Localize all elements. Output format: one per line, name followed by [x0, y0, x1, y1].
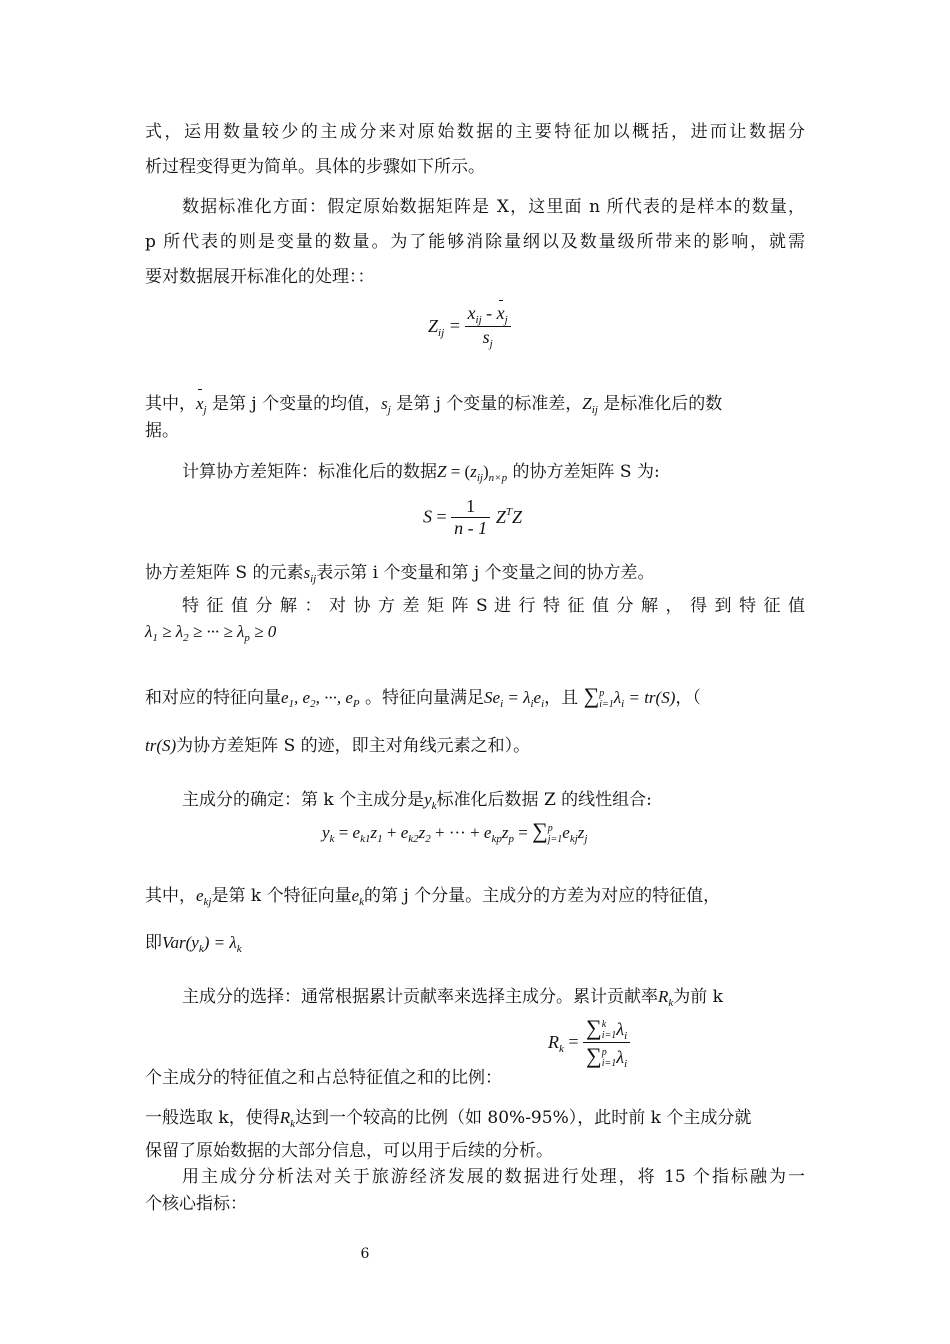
paragraph-line: p 所代表的则是变量的数量。为了能够消除量纲以及数量级所带来的影响，就需: [145, 232, 805, 252]
paragraph-line: 个主成分的特征值之和占总特征值之和的比例：: [145, 1068, 502, 1088]
paragraph-line: 主成分的选择：通常根据累计贡献率来选择主成分。累计贡献率$R_k$为前 k: [182, 987, 723, 1009]
paragraph-line: 其中，$x_j$ 是第 j 个变量的均值，$s_j$ 是第 j 个变量的标准差，$Z_{ij}$ 是标准化后的数: [145, 394, 723, 416]
fraction: ∑k $i=1\lambda_i$ ∑p $i=1\lambda_i$: [583, 1015, 630, 1070]
paragraph-line: 个核心指标：: [145, 1194, 247, 1214]
paragraph-line: tr(S)为协方差矩阵 S 的迹，即主对角线元素之和）。: [145, 736, 531, 756]
paragraph-line: 即$Var(y_k) = \lambda_k$: [145, 933, 242, 955]
paragraph-line: 要对数据展开标准化的处理：：: [145, 267, 375, 287]
paragraph-line: 数据标准化方面：假定原始数据矩阵是 X，这里面 n 所代表的是样本的数量，: [182, 197, 805, 217]
paragraph-line: 据。: [145, 421, 179, 441]
fraction: $\frac{x_{ij} - x_j}{s_j}$: [465, 303, 511, 350]
standardization-formula: $Z_{ij}$ = $\frac{x_{ij} - x_j}{s_j}$: [428, 303, 511, 350]
paragraph-line: 一般选取 k，使得$R_k$达到一个较高的比例（如 80%-95%），此时前 k 个主成分就: [145, 1108, 752, 1130]
paragraph-line: 计算协方差矩阵：标准化后的数据$Z = (z_{ij})_{n\times p}$ 的协方差矩阵 S 为:: [182, 462, 660, 484]
page-number: 6: [360, 1246, 370, 1262]
paragraph-line: 用主成分分析法对关于旅游经济发展的数据进行处理，将 15 个指标融为一: [182, 1167, 805, 1187]
paragraph-line: 主成分的确定：第 k 个主成分是$y_k$标准化后数据 Z 的线性组合:: [182, 790, 652, 812]
paragraph-line: 协方差矩阵 S 的元素$s_{ij}$表示第 i 个变量和第 j 个变量之间的协方差。: [145, 563, 655, 585]
paragraph-line: 特 征 值 分 解 ： 对 协 方 差 矩 阵 S 进 行 特 征 值 分 解 ， 得 到 特 征 值: [182, 596, 805, 616]
paragraph-line: 析过程变得更为简单。具体的步骤如下所示。: [145, 157, 485, 177]
eigenvalue-inequality: $\lambda_1 \ge \lambda_2$ ≥ ··· ≥ $\lambda_p \ge 0$: [145, 622, 277, 644]
contribution-rate-formula: $R_k$ = ∑k $i=1\lambda_i$ ∑p $i=1\lambda_i$: [548, 1015, 630, 1070]
covariance-formula: S = $\frac{1}{n - 1}$ $Z^TZ$: [423, 496, 523, 538]
paragraph-line: 其中，$e_{kj}$是第 k 个特征向量$e_k$的第 j 个分量。主成分的方差为对应的特征值，: [145, 886, 721, 908]
principal-component-formula: $y_k = e_{k1}z_1 + e_{k2}z_2$ + ··· + $e_{kp}z_p = \sum p$ $j=1e_{kj}z_j$: [322, 818, 588, 845]
paragraph-line: 式，运用数量较少的主成分来对原始数据的主要特征加以概括，进而让数据分: [145, 122, 805, 142]
paragraph-line: 保留了原始数据的大部分信息，可以用于后续的分析。: [145, 1141, 553, 1161]
paragraph-line: 和对应的特征向量$e_1$, $e_2$, ···, $e_P$ 。特征向量满足$Se_i = \lambda_ie_i$，且 ∑p $i=1\lambda_i = tr(S)$，（: [145, 683, 701, 710]
fraction: $\frac{1}{n - 1}$: [451, 496, 490, 539]
